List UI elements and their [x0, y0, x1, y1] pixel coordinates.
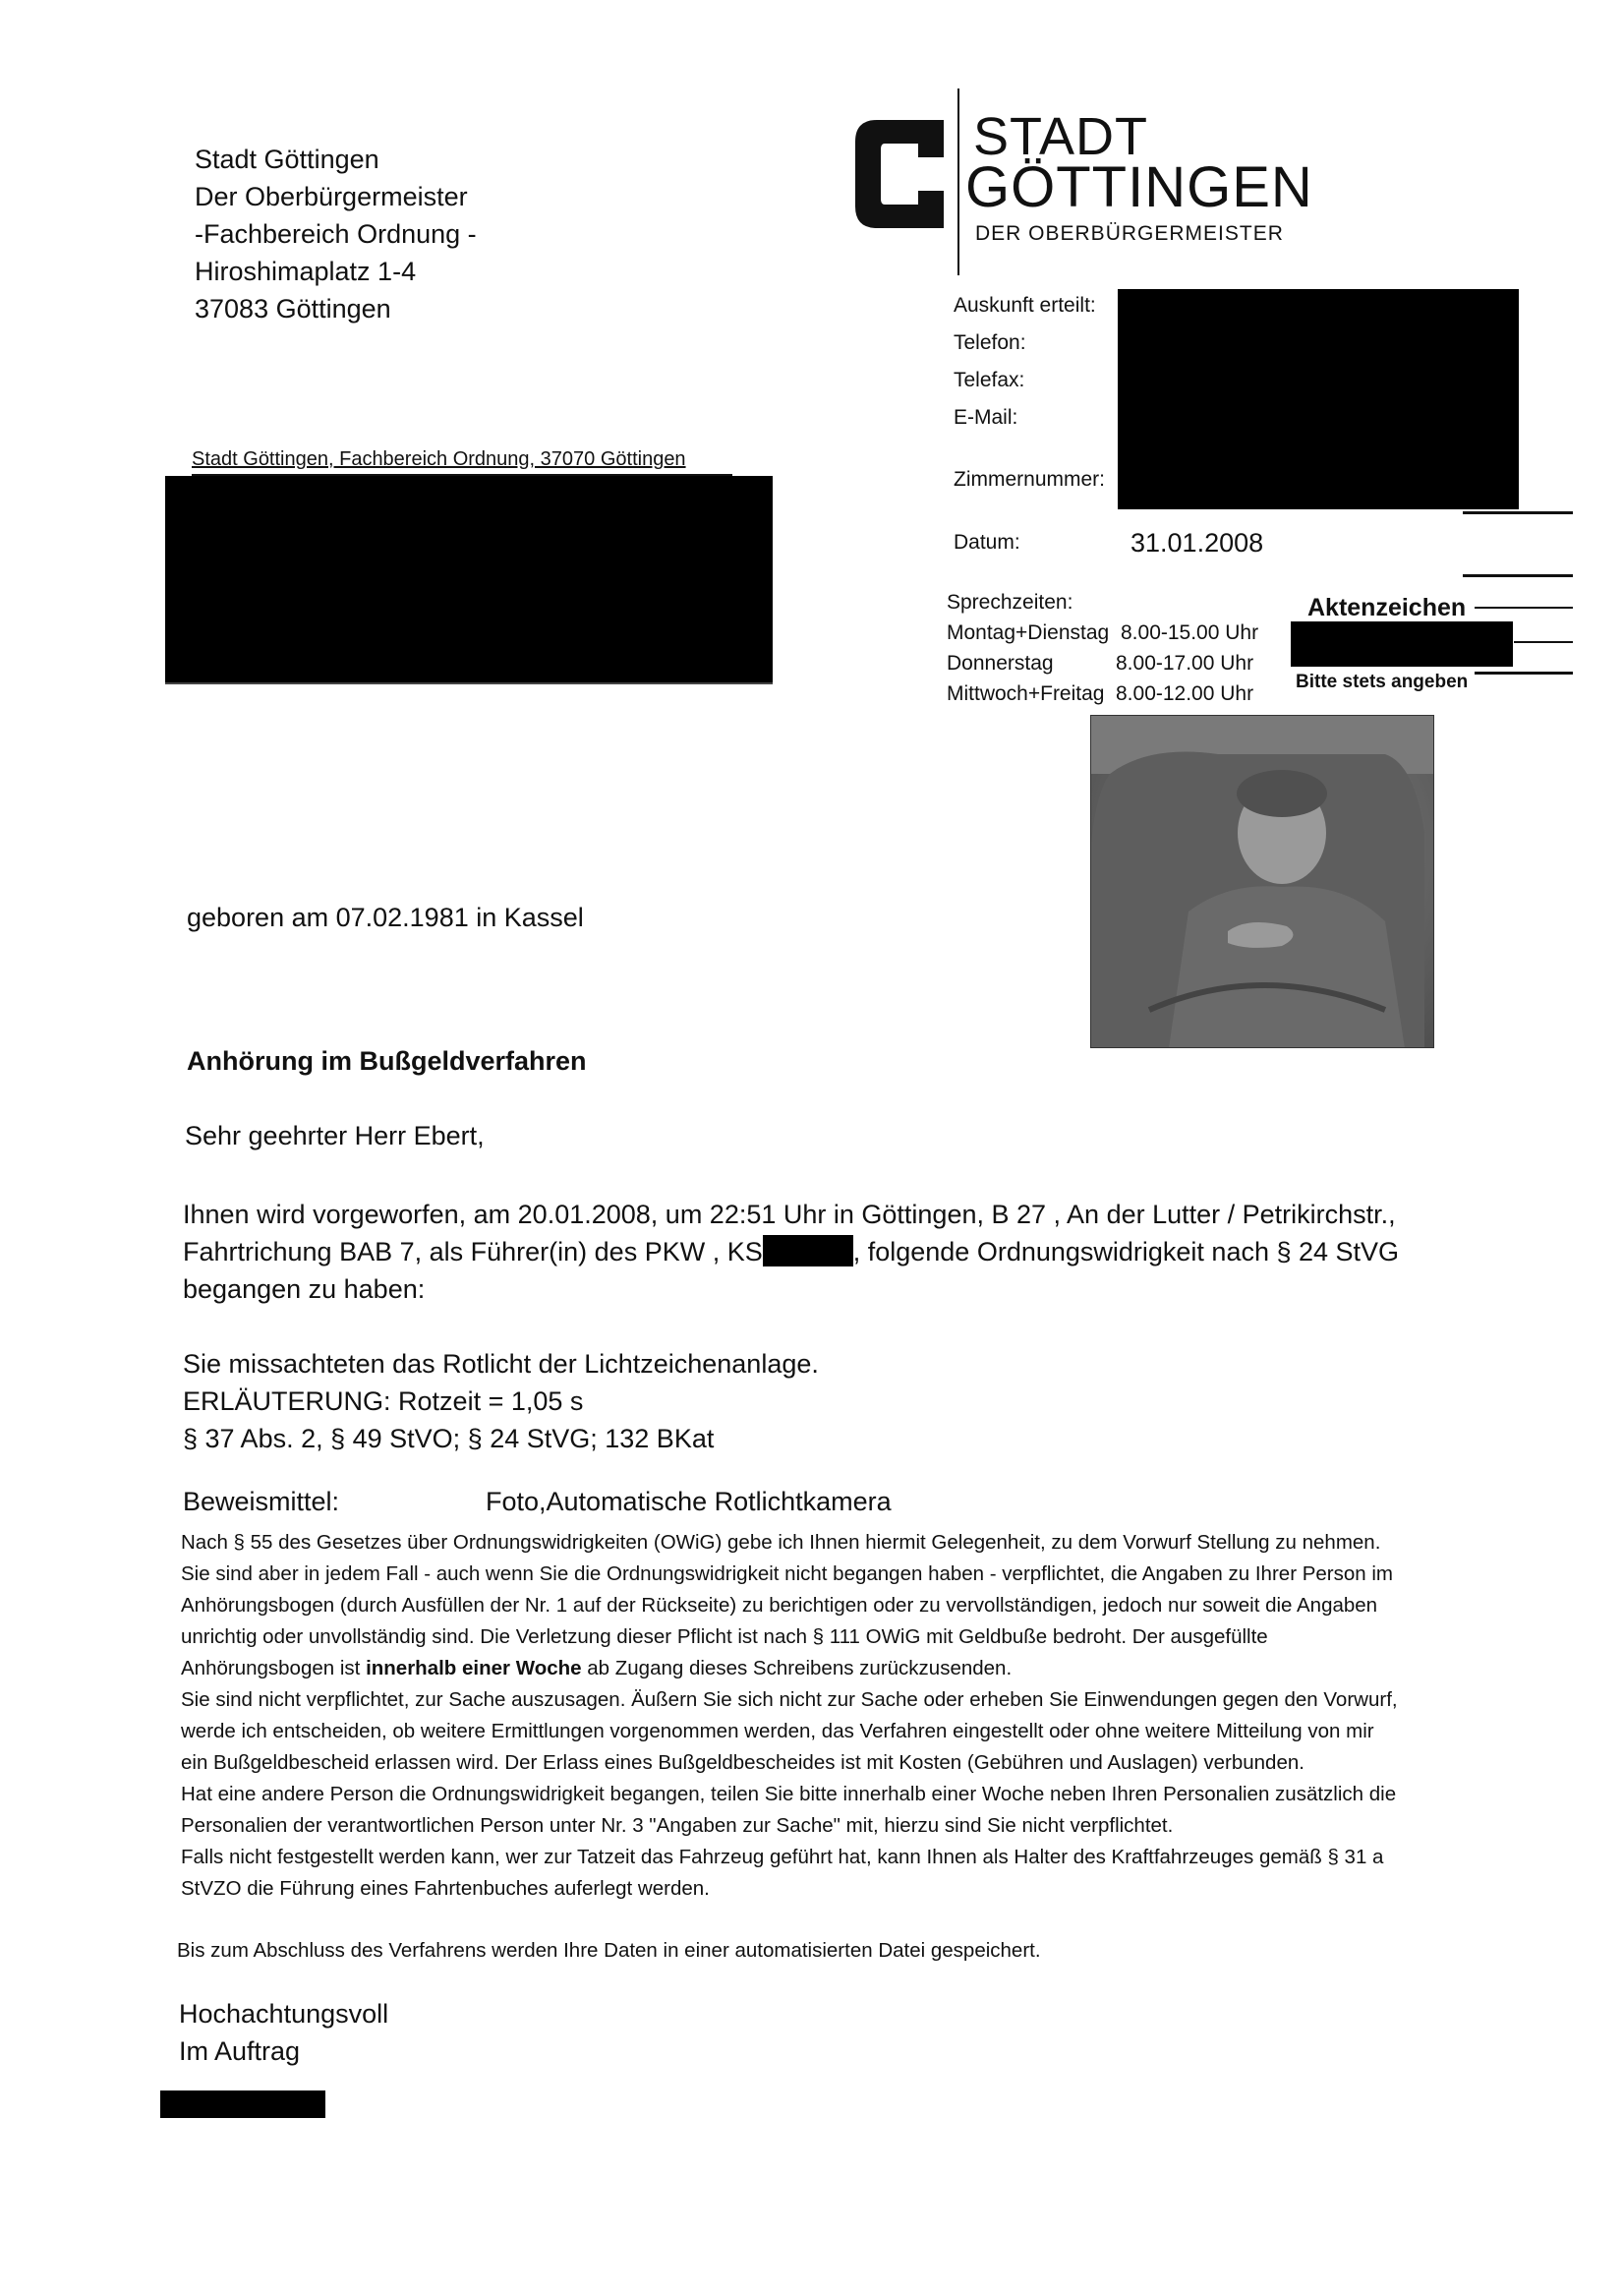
closing-line: Im Auftrag: [179, 2036, 301, 2066]
sender-line: Hiroshimaplatz 1-4: [195, 257, 417, 286]
subject: Anhörung im Bußgeldverfahren: [187, 1046, 587, 1076]
room-label: Zimmernummer:: [954, 468, 1106, 491]
sender-line: -Fachbereich Ordnung -: [195, 219, 477, 249]
contact-label: Telefax:: [954, 369, 1025, 391]
offense-line: § 37 Abs. 2, § 49 StVO; § 24 StVG; 132 BKat: [183, 1424, 715, 1453]
recipient-bottom-rule: [165, 682, 773, 684]
return-address: Stadt Göttingen, Fachbereich Ordnung, 37070 Göttingen: [192, 448, 686, 470]
info-line: unrichtig oder unvollständig sind. Die Verletzung dieser Pflicht ist nach § 111 OWiG mit Geldbuße bedroht. Der ausgefüllte: [181, 1625, 1268, 1648]
accusation-line: begangen zu haben:: [183, 1274, 426, 1304]
sender-line: 37083 Göttingen: [195, 294, 391, 324]
contact-redaction: [1118, 289, 1519, 509]
info-line: Falls nicht festgestellt werden kann, wer zur Tatzeit das Fahrzeug geführt hat, kann Ihnen als Halter des Kraftfahrzeuges gemäß § 31 a: [181, 1846, 1384, 1868]
info-line-part: Anhörungsbogen ist: [181, 1657, 367, 1679]
accusation-line-part: Fahrtrichung BAB 7, als Führer(in) des PKW , KS: [183, 1237, 763, 1266]
margin-rule: [1475, 672, 1573, 675]
office-hours: [947, 587, 1258, 709]
plate-redaction: [763, 1235, 853, 1266]
office-hours-title: Sprechzeiten:: [947, 591, 1073, 614]
closing-line: Hochachtungsvoll: [179, 1999, 389, 2029]
info-line-bold: innerhalb einer Woche: [366, 1657, 582, 1679]
sender-address: [195, 141, 477, 327]
info-line: Hat eine andere Person die Ordnungswidrigkeit begangen, teilen Sie bitte innerhalb einer Woche neben Ihren Personalien zusätzlich die: [181, 1783, 1397, 1805]
reference-redaction: [1291, 621, 1513, 667]
margin-rule: [1514, 641, 1573, 643]
info-line: Anhörungsbogen (durch Ausfüllen der Nr. 1 auf der Rückseite) zu berichtigen oder zu vervollständigen, jedoch nur soweit die Angaben: [181, 1594, 1378, 1617]
storage-note: Bis zum Abschluss des Verfahrens werden Ihre Daten in einer automatisierten Datei gespeichert.: [177, 1939, 1041, 1962]
margin-rule: [1463, 511, 1573, 514]
info-paragraph: [181, 1527, 1398, 1905]
info-line: Personalien der verantwortlichen Person unter Nr. 3 "Angaben zur Sache" mit, hierzu sind Sie nicht verpflichtet.: [181, 1814, 1174, 1837]
logo-line-1: STADT: [973, 107, 1148, 166]
info-line-part: ab Zugang dieses Schreibens zurückzusenden.: [581, 1657, 1013, 1679]
driver-photo: [1090, 715, 1434, 1048]
logo-line-2: GÖTTINGEN: [965, 155, 1313, 219]
accusation-line: [183, 1233, 1399, 1270]
offense-line: Sie missachteten das Rotlicht der Lichtzeichenanlage.: [183, 1349, 819, 1379]
city-logo-mark-icon: [855, 120, 944, 228]
info-line: Nach § 55 des Gesetzes über Ordnungswidrigkeiten (OWiG) gebe ich Ihnen hiermit Gelegenheit, zu dem Vorwurf Stellung zu nehmen.: [181, 1531, 1381, 1554]
office-hours-days: Donnerstag: [947, 652, 1054, 675]
sender-line: Der Oberbürgermeister: [195, 182, 468, 211]
evidence-label: Beweismittel:: [183, 1487, 340, 1516]
evidence-value: Foto,Automatische Rotlichtkamera: [486, 1487, 892, 1516]
accusation-line: Ihnen wird vorgeworfen, am 20.01.2008, um 22:51 Uhr in Göttingen, B 27 , An der Lutter / Petrikirchstr.,: [183, 1200, 1396, 1229]
offense-line: ERLÄUTERUNG: Rotzeit = 1,05 s: [183, 1386, 584, 1416]
date-value: 31.01.2008: [1130, 528, 1264, 558]
contact-label: Auskunft erteilt:: [954, 294, 1096, 317]
salutation: Sehr geehrter Herr Ebert,: [185, 1121, 485, 1150]
driver-silhouette-icon: [1090, 715, 1434, 1048]
office-hours-row: [947, 678, 1258, 709]
contact-label: Telefon:: [954, 331, 1026, 354]
reference-note: Bitte stets angeben: [1296, 672, 1469, 692]
sender-line: Stadt Göttingen: [195, 145, 379, 174]
contact-label: E-Mail:: [954, 406, 1018, 429]
signature-redaction: [160, 2090, 325, 2118]
info-line: StVZO die Führung eines Fahrtenbuches auferlegt werden.: [181, 1877, 710, 1900]
date-label: Datum:: [954, 531, 1020, 554]
offense: [183, 1345, 819, 1457]
margin-rule: [1475, 607, 1573, 609]
accusation-line-part: , folgende Ordnungswidrigkeit nach § 24 StVG: [852, 1237, 1400, 1266]
birth-info: geboren am 07.02.1981 in Kassel: [187, 903, 584, 932]
contact-labels: [954, 287, 1096, 437]
info-line: Sie sind aber in jedem Fall - auch wenn Sie die Ordnungswidrigkeit nicht begangen haben - verpflichtet, die Angaben zu Ihrer Person im: [181, 1562, 1393, 1585]
info-line: Sie sind nicht verpflichtet, zur Sache auszusagen. Äußern Sie sich nicht zur Sache oder erheben Sie Einwendungen gegen den Vorwurf,: [181, 1688, 1398, 1711]
office-hours-time: 8.00-17.00 Uhr: [1116, 652, 1254, 675]
office-hours-row: [947, 618, 1258, 648]
info-line: [181, 1653, 1398, 1684]
margin-rule: [1463, 574, 1573, 577]
info-line: werde ich entscheiden, ob weitere Ermittlungen vorgenommen werden, das Verfahren eingestellt oder ohne weitere Mitteilung von mir: [181, 1720, 1374, 1742]
office-hours-days: Montag+Dienstag: [947, 621, 1110, 644]
office-hours-row: [947, 648, 1258, 678]
info-line: ein Bußgeldbescheid erlassen wird. Der Erlass eines Bußgeldbescheides ist mit Kosten (Gebühren und Auslagen) verbunden.: [181, 1751, 1304, 1774]
office-hours-days: Mittwoch+Freitag: [947, 682, 1105, 705]
office-hours-time: 8.00-15.00 Uhr: [1121, 621, 1259, 644]
closing: [179, 1995, 388, 2070]
recipient-redaction: [165, 476, 773, 682]
logo-line-3: DER OBERBÜRGERMEISTER: [975, 222, 1284, 245]
office-hours-time: 8.00-12.00 Uhr: [1116, 682, 1254, 705]
logo-divider: [957, 88, 959, 275]
reference-title: Aktenzeichen: [1307, 594, 1467, 621]
city-logo: [855, 88, 1313, 285]
accusation: [183, 1196, 1399, 1308]
